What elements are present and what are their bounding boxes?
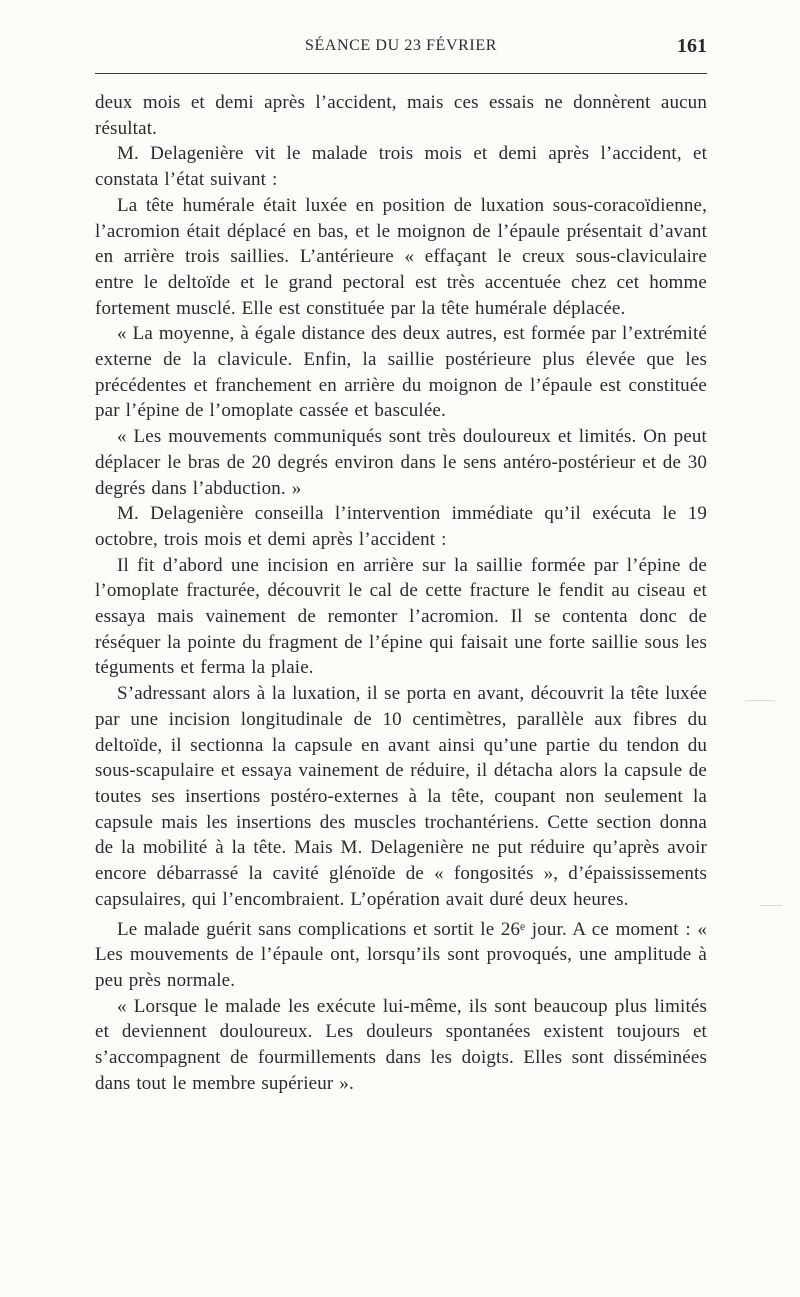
paragraph: Il fit d’abord une incision en arrière sur la saillie formée par l’épine de l’omoplate fracturée, découvrit le cal de cette fracture le fendit au ciseau et essaya mais vainement de remonter l’acromion. Il se contenta donc de réséquer la pointe du fragment de l’épine qui faisait une forte saillie sous les téguments et ferma la plaie. [95, 554, 707, 679]
body-text [95, 90, 707, 1096]
paragraph: « Lorsque le malade les exécute lui-même, ils sont beaucoup plus limités et deviennent douloureux. Les douleurs spontanées existent toujours et s’accompagnent de fourmillements dans les doigts. Elles sont disséminées dans tout le membre supérieur ». [95, 995, 707, 1094]
page-number: 161 [677, 35, 707, 57]
page-header [95, 34, 707, 58]
paragraph: deux mois et demi après l’accident, mais ces essais ne donnèrent aucun résultat. [95, 92, 707, 139]
paragraph: « Les mouvements communiqués sont très douloureux et limités. On peut déplacer le bras de 20 degrés environ dans le sens antéro-postérieur et de 30 degrés dans l’abduction. » [95, 426, 707, 499]
running-head: SÉANCE DU 23 FÉVRIER [304, 37, 497, 54]
page-edge-mark [745, 700, 775, 701]
paragraph: « La moyenne, à égale distance des deux autres, est formée par l’extrémité externe de la clavicule. Enfin, la saillie postérieure plus élevée que les précédentes et franchement en arrière du moignon de l’épaule est constituée par l’épine de l’omoplate cassée et basculée. [95, 323, 707, 422]
paragraph: Le malade guérit sans complications et sortit le 26ᵉ jour. A ce moment : « Les mouvements de l’épaule ont, lorsqu’ils sont provoqués, une amplitude à peu près normale. [95, 918, 707, 991]
paragraph: La tête humérale était luxée en position de luxation sous-coracoïdienne, l’acromion était déplacé en bas, et le moignon de l’épaule présentait d’avant en arrière trois saillies. L’antérieure « effaçant le creux sous-claviculaire entre le deltoïde et le grand pectoral est très accentuée chez cet homme fortement musclé. Elle est constituée par la tête humérale déplacée. [95, 194, 707, 319]
paragraph: M. Delagenière vit le malade trois mois et demi après l’accident, et constata l’état suivant : [95, 143, 707, 191]
page-edge-mark [760, 905, 782, 906]
header-rule [95, 73, 707, 74]
paragraph: M. Delagenière conseilla l’intervention immédiate qu’il exécuta le 19 octobre, trois mois et demi après l’accident : [95, 503, 707, 550]
paragraph: S’adressant alors à la luxation, il se porta en avant, découvrit la tête luxée par une incision longitudinale de 10 centimètres, parallèle aux fibres du deltoïde, il sectionna la capsule en avant ainsi qu’une partie du tendon du sous-scapulaire et essaya vainement de réduire, il détacha alors la capsule de toutes ses insertions postéro-externes à la tête, coupant non seulement la capsule mais les insertions des muscles trochantériens. Cette section donna de la mobilité à la tête. Mais M. Delagenière ne put réduire qu’après avoir encore débarrassé la cavité glénoïde de « fongosités », d’épaississements capsulaires, qui l’encombraient. L’opération avait duré deux heures. [95, 683, 707, 910]
